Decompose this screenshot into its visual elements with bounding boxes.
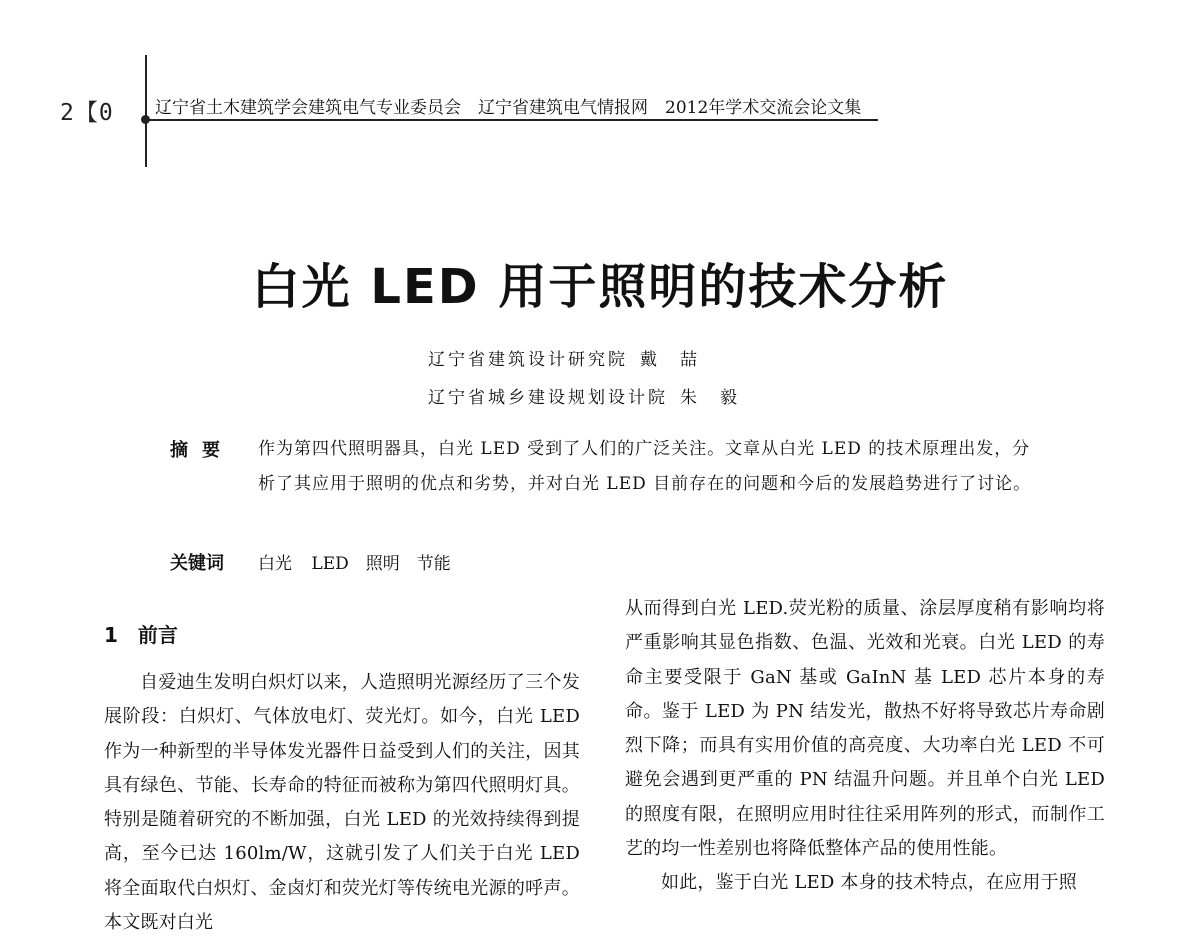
author-line-2 bbox=[428, 383, 740, 408]
body-paragraph: 如此，鉴于白光 LED 本身的技术特点，在应用于照 bbox=[661, 872, 1077, 894]
header-horizontal-rule bbox=[148, 119, 878, 121]
header-vertical-rule bbox=[145, 55, 147, 167]
author-name: 戴 喆 bbox=[640, 350, 700, 370]
running-header: 辽宁省土木建筑学会建筑电气专业委员会 辽宁省建筑电气情报网 2012年学术交流会论文集 bbox=[155, 98, 862, 118]
abstract-label: 摘要 bbox=[170, 440, 234, 461]
left-column bbox=[104, 666, 580, 940]
body-paragraph: 自爱迪生发明白炽灯以来，人造照明光源经历了三个发展阶段：白炽灯、气体放电灯、荧光灯。如今，白光 LED 作为一种新型的半导体发光器件日益受到人们的关注，因其具有绿色、节能、长寿命的特征而被称为第四代照明灯具。特别是随着研究的不断加强，白光 LED 的光效持续得到提高，至今已达 160lm/W，这就引发了人们关于白光 LED 将全面取代白炽灯、金卤灯和荧光灯等传统电光源的呼声。本文既对白光 bbox=[104, 672, 580, 934]
page-number: 2【0 bbox=[60, 100, 114, 126]
right-column bbox=[625, 592, 1105, 901]
keywords-label: 关键词 bbox=[170, 553, 224, 574]
section-number: 1 bbox=[104, 623, 118, 647]
article-title: 白光 LED 用于照明的技术分析 bbox=[251, 259, 949, 315]
author-line-1 bbox=[428, 345, 700, 370]
abstract-text: 作为第四代照明器具，白光 LED 受到了人们的广泛关注。文章从白光 LED 的技术原理出发，分析了其应用于照明的优点和劣势，并对白光 LED 目前存在的问题和今后的发展趋势进行了讨论。 bbox=[258, 439, 1032, 494]
section-title: 前言 bbox=[137, 623, 178, 647]
author-affiliation: 辽宁省城乡建设规划设计院 bbox=[428, 388, 668, 408]
section-heading bbox=[104, 619, 178, 648]
author-affiliation: 辽宁省建筑设计研究院 bbox=[428, 350, 628, 370]
body-paragraph: 从而得到白光 LED.荧光粉的质量、涂层厚度稍有影响均将严重影响其显色指数、色温、光效和光衰。白光 LED 的寿命主要受限于 GaN 基或 GaInN 基 LED 芯片本身的寿命。鉴于 LED 为 PN 结发光，散热不好将导致芯片寿命剧烈下降；而具有实用价值的高亮度、大功率白光 LED 不可避免会遇到更严重的 PN 结温升问题。并且单个白光 LED 的照度有限，在照明应用时往往采用阵列的形式，而制作工艺的均一性差别也将降低整体产品的使用性能。 bbox=[625, 598, 1105, 860]
keywords-text: 白光 LED 照明 节能 bbox=[258, 554, 451, 574]
author-name: 朱 毅 bbox=[680, 388, 740, 408]
header-rule-dot bbox=[141, 115, 150, 124]
